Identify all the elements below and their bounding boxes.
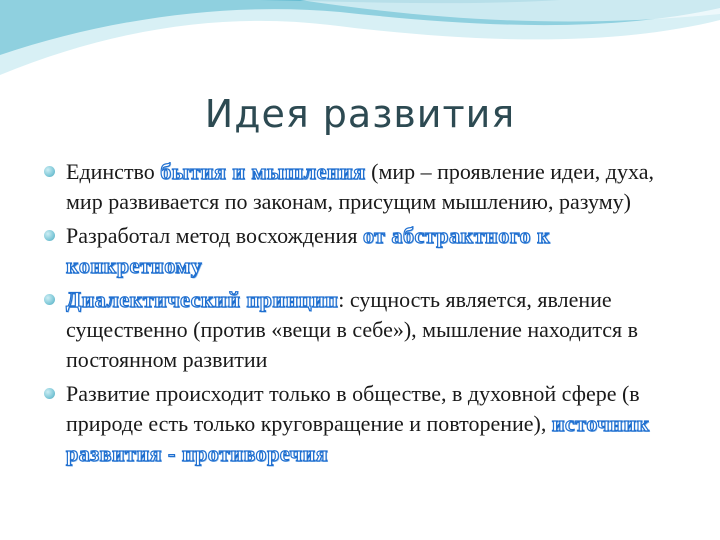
bullet-text: (мир – проявление идеи, духа, мир развивается по законам, присущим мышлению, разуму) <box>66 159 654 214</box>
bullet-list <box>44 157 674 473</box>
bullet-dot-icon <box>44 230 55 241</box>
bullet-dot-icon <box>44 294 55 305</box>
bullet-text: Разработал метод восхождения <box>66 223 363 248</box>
slide-title: Идея развития <box>204 92 516 136</box>
bullet-text: Единство <box>66 159 161 184</box>
highlight-text: от абстрактного к конкретному <box>66 223 551 278</box>
highlight-text: Диалектический принцип <box>66 287 339 312</box>
bullet-item <box>44 379 674 469</box>
bullet-item <box>44 285 674 375</box>
bullet-dot-icon <box>44 388 55 399</box>
highlight-text: бытия и мышления <box>160 159 366 184</box>
bullet-item <box>44 157 674 217</box>
highlight-text: источник развития - противоречия <box>66 411 650 466</box>
bullet-dot-icon <box>44 166 55 177</box>
bullet-text: Развитие происходит только в обществе, в духовной сфере (в природе есть только круговращение и повторение), <box>66 381 640 436</box>
bullet-text: : сущность является, явление существенно (против «вещи в себе»), мышление находится в постоянном развитии <box>66 287 639 372</box>
bullet-item <box>44 221 674 281</box>
